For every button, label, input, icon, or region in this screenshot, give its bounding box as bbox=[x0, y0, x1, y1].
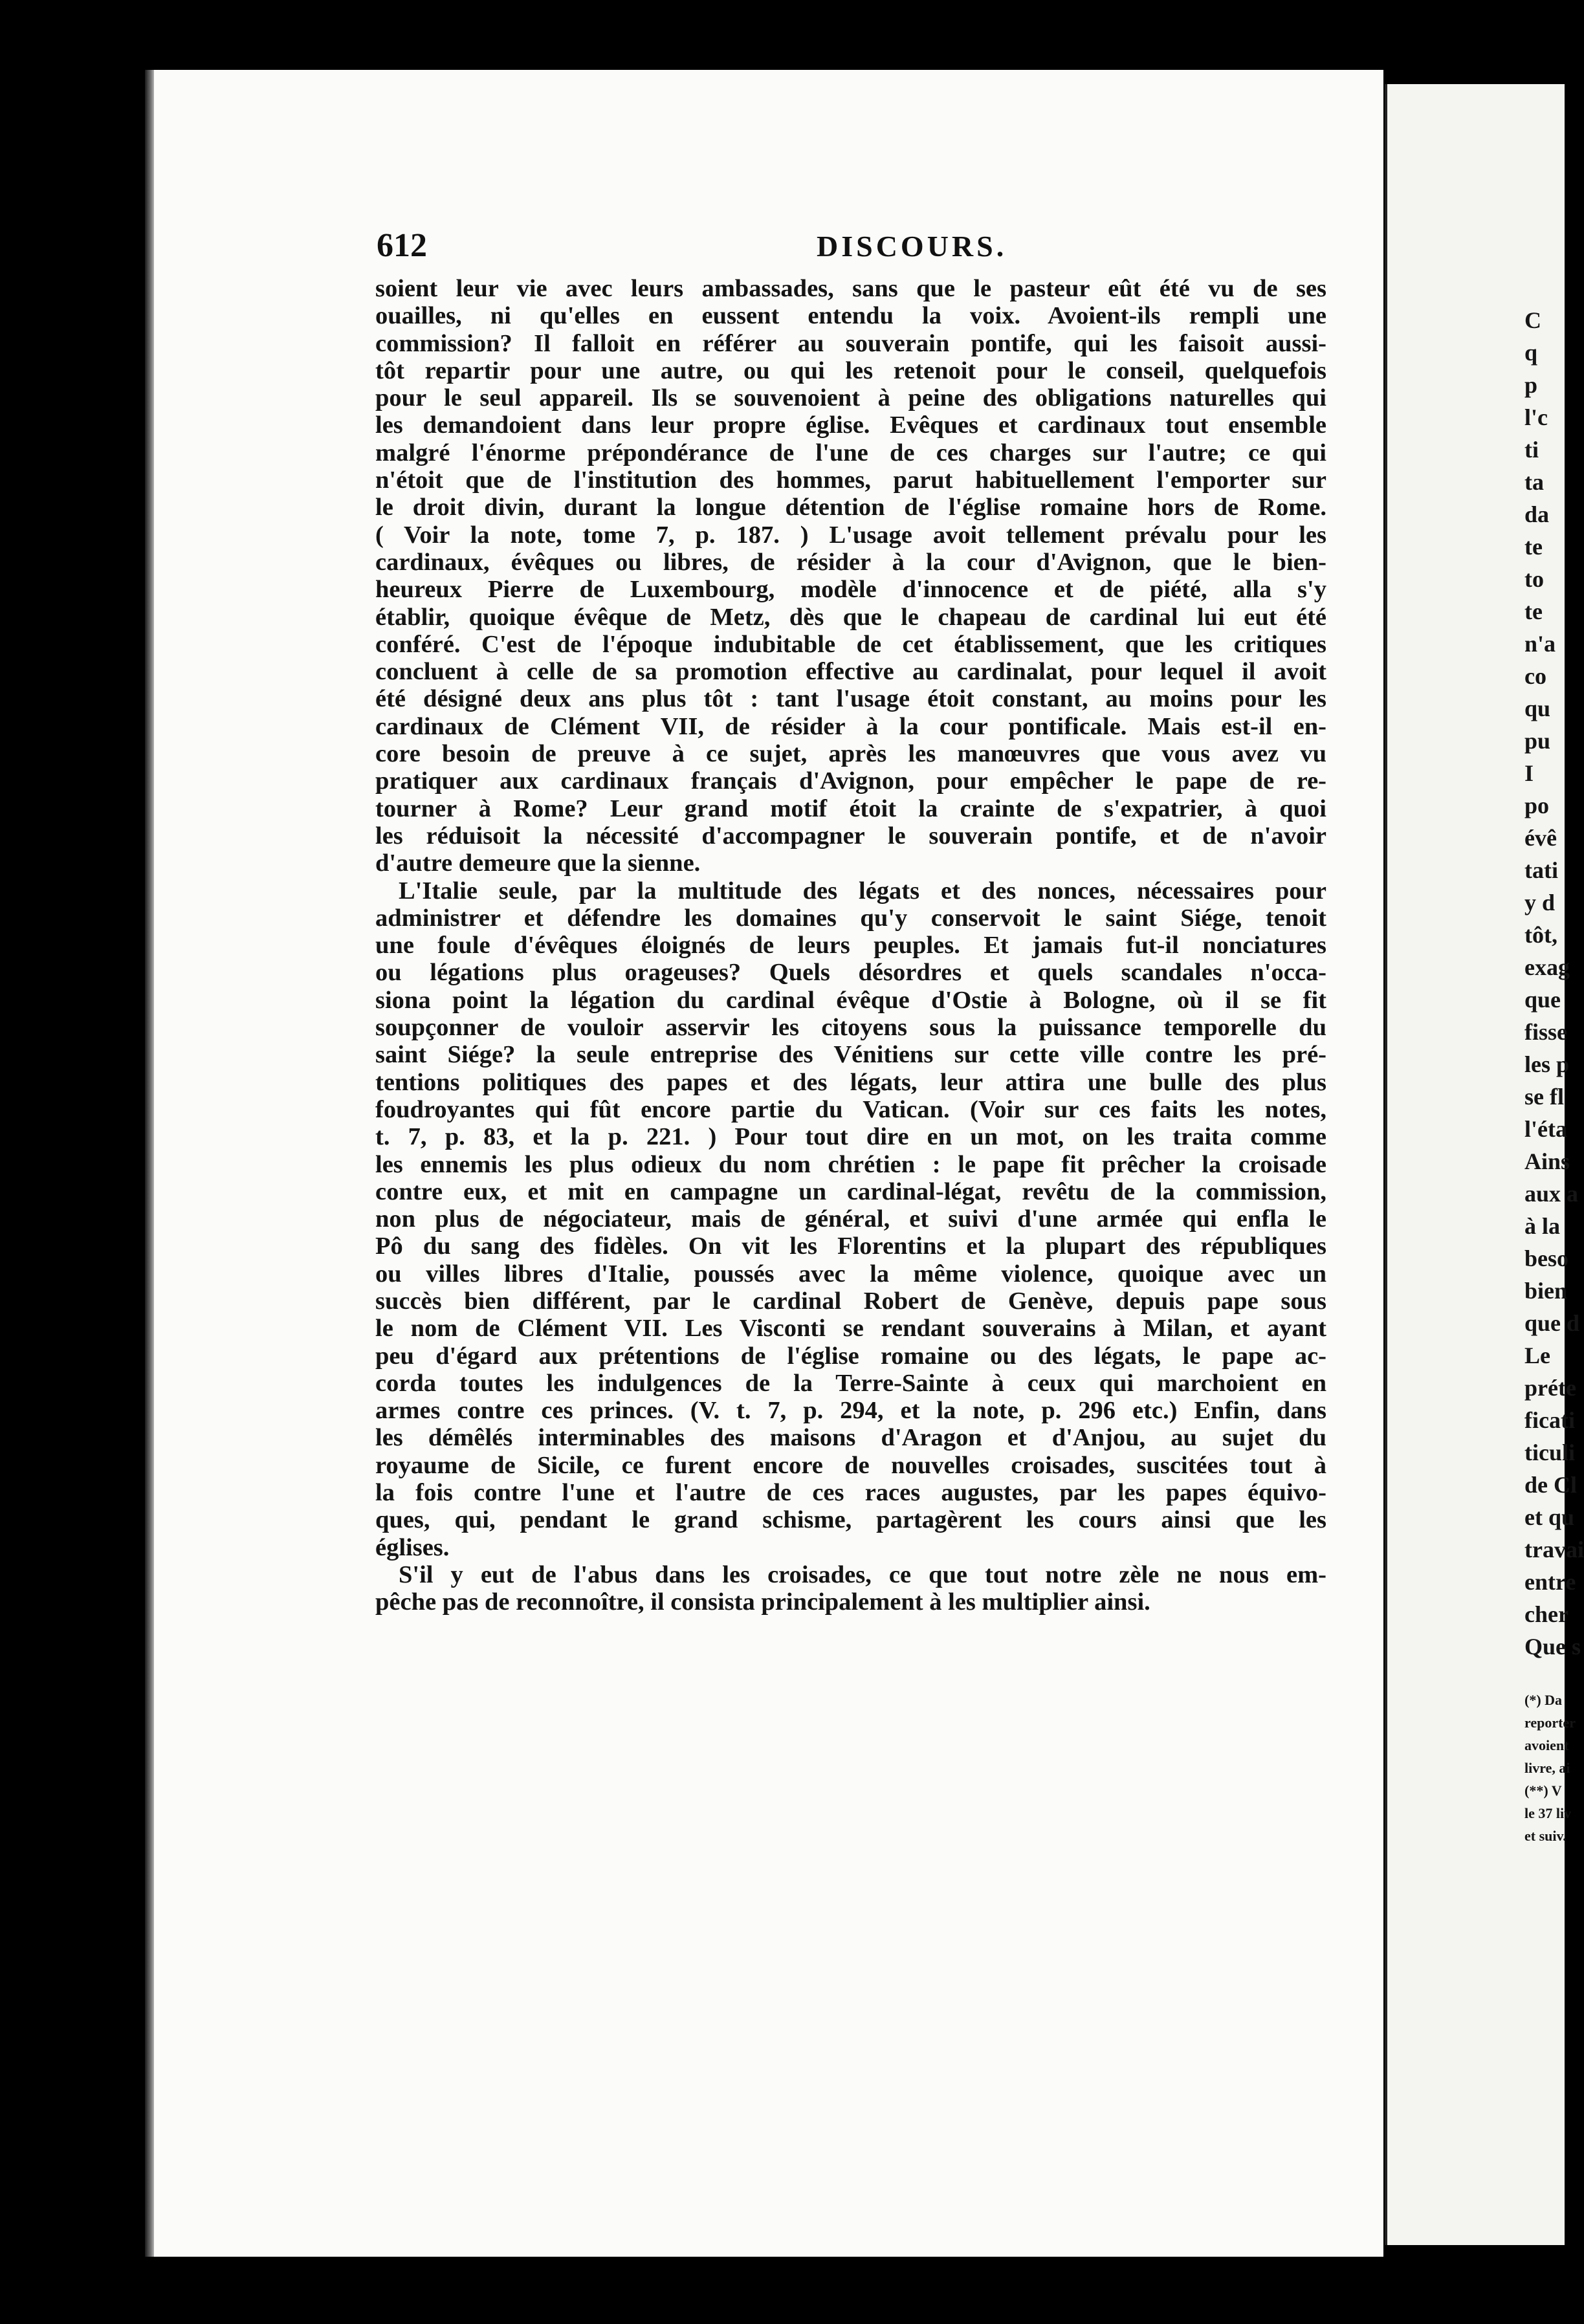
adjacent-text-fragment: ficati bbox=[1524, 1407, 1575, 1433]
text-line: tourner à Rome? Leur grand motif étoit la crainte de s'expatrier, à quoi bbox=[375, 795, 1326, 822]
text-line: concluent à celle de sa promotion effective au cardinalat, pour lequel il avoit bbox=[375, 658, 1326, 686]
adjacent-footnote-fragment: (*) Da bbox=[1524, 1692, 1563, 1708]
adjacent-text-fragment: qu bbox=[1524, 696, 1551, 721]
text-line: soient leur vie avec leurs ambassades, sans que le pasteur eût été vu de ses bbox=[375, 275, 1326, 302]
adjacent-text-fragment: I bbox=[1524, 760, 1534, 786]
adjacent-footnote-fragment: avoient bbox=[1524, 1737, 1569, 1753]
adjacent-text-fragment: ta bbox=[1524, 469, 1544, 495]
adjacent-text-fragment: ticuli bbox=[1524, 1440, 1575, 1465]
text-line: pratiquer aux cardinaux français d'Avignon, pour empêcher le pape de re- bbox=[375, 767, 1326, 795]
text-line: corda toutes les indulgences de la Terre-Sainte à ceux qui marchoient en bbox=[375, 1369, 1326, 1397]
adjacent-text-fragment: beso bbox=[1524, 1245, 1569, 1271]
text-line: églises. bbox=[375, 1533, 450, 1561]
adjacent-text-fragment: et qu bbox=[1524, 1504, 1575, 1530]
adjacent-footnote-fragment: reporter bbox=[1524, 1715, 1576, 1731]
text-line: ou légations plus orageuses? Quels désordres et quels scandales n'occa- bbox=[375, 959, 1326, 987]
text-line: le droit divin, durant la longue détention de l'église romaine hors de Rome. bbox=[375, 494, 1326, 521]
adjacent-footnote-fragment: et suiv. bbox=[1524, 1828, 1567, 1844]
adjacent-text-fragment: Que s bbox=[1524, 1634, 1581, 1660]
adjacent-text-fragment: que d bbox=[1524, 1310, 1580, 1336]
text-line: contre eux, et mit en campagne un cardinal-légat, revêtu de la commission, bbox=[375, 1178, 1326, 1205]
text-line: une foule d'évêques éloignés de leurs peuples. Et jamais fut-il nonciatures bbox=[375, 932, 1326, 959]
adjacent-text-fragment: travai bbox=[1524, 1537, 1584, 1562]
adjacent-text-fragment: ti bbox=[1524, 437, 1539, 463]
adjacent-text-fragment: Ains bbox=[1524, 1148, 1570, 1174]
text-line: les réduisoit la nécessité d'accompagner le souverain pontife, et de n'avoir bbox=[375, 822, 1326, 850]
adjacent-text-fragment: de Cl bbox=[1524, 1472, 1577, 1498]
text-line: non plus de négociateur, mais de général, et suivi d'une armée qui enfla le bbox=[375, 1205, 1326, 1233]
adjacent-text-fragment: y d bbox=[1524, 890, 1556, 915]
text-line: la fois contre l'une et l'autre de ces races augustes, par les papes équivo- bbox=[375, 1479, 1326, 1507]
text-line: le nom de Clément VII. Les Visconti se rendant souverains à Milan, et ayant bbox=[375, 1315, 1326, 1343]
adjacent-text-fragment: te bbox=[1524, 534, 1543, 560]
adjacent-text-fragment: fisse bbox=[1524, 1019, 1567, 1045]
adjacent-text-fragment: pu bbox=[1524, 728, 1551, 754]
text-line: saint Siége? la seule entreprise des Vénitiens sur cette ville contre les pré- bbox=[375, 1041, 1326, 1069]
text-line: pêche pas de reconnoître, il consista principalement à les multiplier ainsi. bbox=[375, 1588, 1150, 1616]
adjacent-footnote-fragment: livre, ai bbox=[1524, 1760, 1570, 1776]
text-line: été désigné deux ans plus tôt : tant l'usage étoit constant, au moins pour les bbox=[375, 685, 1326, 713]
page-header bbox=[221, 226, 1321, 272]
text-line: core besoin de preuve à ce sujet, après les manœuvres que vous avez vu bbox=[375, 740, 1326, 768]
adjacent-text-fragment: les p bbox=[1524, 1051, 1570, 1077]
adjacent-text-fragment: entre bbox=[1524, 1569, 1576, 1595]
text-line: t. 7, p. 83, et la p. 221. ) Pour tout dire en un mot, on les traita comme bbox=[375, 1123, 1326, 1151]
text-line: armes contre ces princes. (V. t. 7, p. 294, et la note, p. 296 etc.) Enfin, dans bbox=[375, 1397, 1326, 1425]
text-line: ou villes libres d'Italie, poussés avec la même violence, quoique avec un bbox=[375, 1260, 1326, 1288]
text-line: siona point la légation du cardinal évêque d'Ostie à Bologne, où il se fit bbox=[375, 986, 1326, 1014]
text-line: les démêlés interminables des maisons d'Aragon et d'Anjou, au sujet du bbox=[375, 1424, 1326, 1452]
text-line: heureux Pierre de Luxembourg, modèle d'innocence et de piété, alla s'y bbox=[375, 576, 1326, 604]
text-line: n'étoit que de l'institution des hommes, parut habituellement l'emporter sur bbox=[375, 466, 1326, 494]
text-line: d'autre demeure que la sienne. bbox=[375, 850, 701, 877]
adjacent-text-fragment: Le bbox=[1524, 1343, 1550, 1368]
text-line: pour le seul appareil. Ils se souvenoient à peine des obligations naturelles qui bbox=[375, 384, 1326, 412]
adjacent-text-fragment: évê bbox=[1524, 825, 1557, 851]
text-line: les ennemis les plus odieux du nom chrétien : le pape fit prêcher la croisade bbox=[375, 1150, 1326, 1178]
adjacent-text-fragment: cher bbox=[1524, 1601, 1568, 1627]
text-line: ouailles, ni qu'elles en eussent entendu la voix. Avoient-ils rempli une bbox=[375, 302, 1326, 330]
text-line: commission? Il falloit en référer au souverain pontife, qui les faisoit aussi- bbox=[375, 329, 1326, 357]
text-line: peu d'égard aux prétentions de l'église romaine ou des légats, le pape ac- bbox=[375, 1342, 1326, 1370]
text-line: conféré. C'est de l'époque indubitable de cet établissement, que les critiques bbox=[375, 630, 1326, 658]
text-line: les demandoient dans leur propre église. Evêques et cardinaux tout ensemble bbox=[375, 411, 1326, 439]
text-line: établir, quoique évêque de Metz, dès que le chapeau de cardinal lui eut été bbox=[375, 603, 1326, 631]
text-line: succès bien différent, par le cardinal Robert de Genève, depuis pape sous bbox=[375, 1287, 1326, 1315]
adjacent-text-fragment: da bbox=[1524, 501, 1550, 527]
text-line: tôt repartir pour une autre, ou qui les retenoit pour le conseil, quelquefois bbox=[375, 356, 1326, 384]
adjacent-text-fragment: te bbox=[1524, 598, 1543, 624]
text-line: soupçonner de vouloir asservir les citoyens sous la puissance temporelle du bbox=[375, 1014, 1326, 1042]
text-line: tentions politiques des papes et des légats, leur attira une bulle des plus bbox=[375, 1068, 1326, 1096]
adjacent-text-fragment: n'a bbox=[1524, 631, 1556, 657]
text-line: cardinaux, évêques ou libres, de résider à la cour d'Avignon, que le bien- bbox=[375, 548, 1326, 576]
adjacent-footnote-fragment: (**) V bbox=[1524, 1782, 1562, 1799]
page-number: 612 bbox=[377, 227, 427, 264]
text-line: malgré l'énorme prépondérance de l'une de ces charges sur l'autre; ce qui bbox=[375, 439, 1326, 466]
adjacent-text-fragment: bien bbox=[1524, 1278, 1568, 1304]
adjacent-footnote-fragment: le 37 liv bbox=[1524, 1805, 1572, 1821]
body-text bbox=[375, 275, 1326, 1616]
adjacent-text-fragment: aux a bbox=[1524, 1181, 1579, 1207]
text-line: Pô du sang des fidèles. On vit les Florentins et la plupart des républiques bbox=[375, 1233, 1326, 1260]
adjacent-text-fragment: que bbox=[1524, 987, 1561, 1013]
adjacent-text-fragment: tôt, bbox=[1524, 922, 1557, 948]
text-line: ( Voir la note, tome 7, p. 187. ) L'usage avoit tellement prévalu pour les bbox=[375, 521, 1326, 549]
adjacent-text-fragment: préte bbox=[1524, 1375, 1576, 1401]
adjacent-text-fragment: to bbox=[1524, 566, 1544, 592]
adjacent-page-text bbox=[1524, 304, 1584, 1847]
adjacent-text-fragment: à la bbox=[1524, 1213, 1561, 1239]
text-line: S'il y eut de l'abus dans les croisades, ce que tout notre zèle ne nous em- bbox=[399, 1561, 1326, 1588]
adjacent-text-fragment: exag bbox=[1524, 954, 1570, 980]
text-line: royaume de Sicile, ce furent encore de nouvelles croisades, suscitées tout à bbox=[375, 1451, 1326, 1479]
adjacent-text-fragment: q bbox=[1524, 340, 1538, 366]
adjacent-text-fragment: po bbox=[1524, 793, 1550, 818]
adjacent-text-fragment: l'éta bbox=[1524, 1116, 1567, 1142]
text-line: foudroyantes qui fût encore partie du Vatican. (Voir sur ces faits les notes, bbox=[375, 1095, 1326, 1123]
adjacent-text-fragment: C bbox=[1524, 307, 1541, 333]
text-line: cardinaux de Clément VII, de résider à la cour pontificale. Mais est-il en- bbox=[375, 712, 1326, 740]
text-line: ques, qui, pendant le grand schisme, partagèrent les cours ainsi que les bbox=[375, 1506, 1326, 1534]
adjacent-text-fragment: l'c bbox=[1524, 404, 1548, 430]
adjacent-text-fragment: p bbox=[1524, 372, 1538, 398]
adjacent-text-fragment: se fl bbox=[1524, 1084, 1564, 1110]
text-line: administrer et défendre les domaines qu'y conservoit le saint Siége, tenoit bbox=[375, 904, 1326, 932]
text-line: L'Italie seule, par la multitude des légats et des nonces, nécessaires pour bbox=[399, 877, 1326, 904]
running-head: DISCOURS. bbox=[817, 230, 1007, 263]
adjacent-text-fragment: tati bbox=[1524, 857, 1558, 883]
adjacent-text-fragment: co bbox=[1524, 663, 1546, 689]
